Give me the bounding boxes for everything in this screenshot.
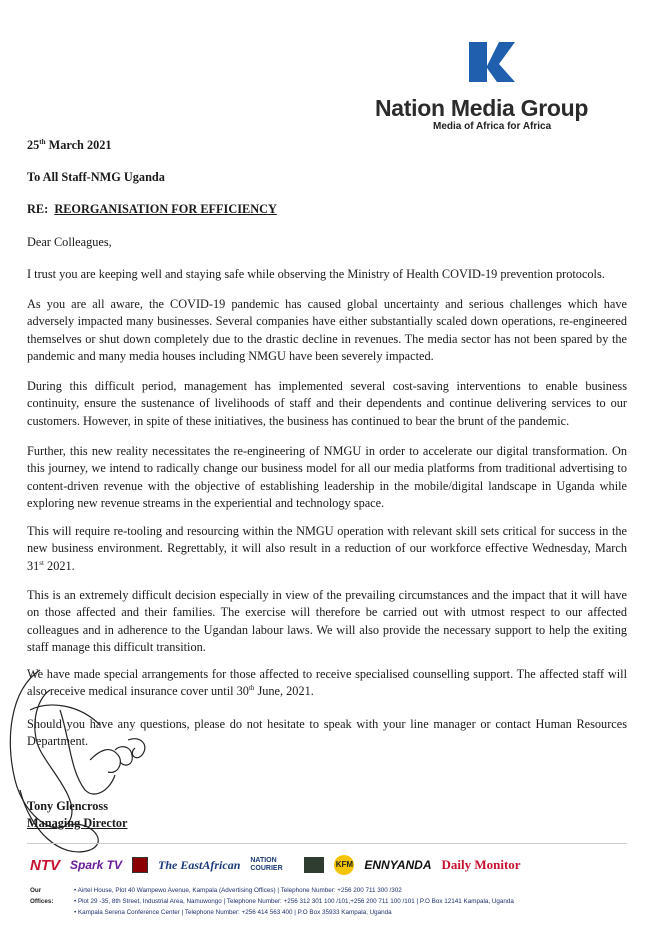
- signatory-name: Tony Glencross: [27, 799, 108, 813]
- ntv-logo: NTV: [30, 856, 60, 874]
- ennyanda-logo: ENNYANDA: [364, 858, 432, 872]
- office-line: • Kampala Serena Conference Center | Telephone Number: +256 414 563 400 | P.O Box 35933 Kampala, Uganda: [74, 909, 392, 916]
- paragraph-4: Further, this new reality necessitates the re-engineering of NMGU in order to accelerate our digital transformation. On this journey, we intend to radically change our business model for all our media platforms from traditional advertising to content-driven revenue with the objective of establishing leadership in the mobile/digital landscape in Uganda while exploring new revenue streams in the experiential and technology space.: [27, 444, 627, 511]
- paragraph-7: We have made special arrangements for those affected to receive specialised counselling support. The affected staff will also receive medical insurance cover until 30th June, 2021.: [27, 667, 627, 699]
- signatory-title: Managing Director: [27, 816, 128, 830]
- paragraph-1: I trust you are keeping well and staying safe while observing the Ministry of Health COVID-19 prevention protocols.: [27, 267, 605, 281]
- paragraph-3: During this difficult period, management has implemented several cost-saving interventions to enable business continuity, ensure the sustenance of livelihoods of staff and their dependents and continue delivering services to our customers. However, in spite of these initiatives, the business has continued to bear the brunt of the pandemic.: [27, 379, 627, 428]
- dembe-logo-icon: [304, 857, 324, 873]
- nation-courier-logo: NATION COURIER: [250, 857, 283, 872]
- paragraph-6: This is an extremely difficult decision especially in view of the prevailing circumstances and the impact that it will have on those affected and their families. The exercise will therefore be carried out with utmost respect to our affected colleagues and in adherence to the Ugandan labour laws. We will also provide the necessary support to help the exiting staff manage this difficult transition.: [27, 588, 627, 655]
- brand-logos-row: [30, 850, 620, 880]
- paragraph-8: Should you have any questions, please do not hesitate to speak with your line manager or contact Human Resources Department.: [27, 717, 627, 749]
- paragraph-5: This will require re-tooling and resourcing within the NMGU operation with relevant skill sets critical for success in the new business environment. Regrettably, it will also result in a reduction of our workforce effective Wednesday, March 31st 2021.: [27, 524, 627, 573]
- nmg-logo-icon: [465, 38, 519, 86]
- the-eastafrican-logo: The EastAfrican: [158, 857, 241, 872]
- media-box-icon: [132, 857, 148, 873]
- footer-divider: [27, 843, 627, 844]
- letter-subject: RE: REORGANISATION FOR EFFICIENCY: [27, 202, 277, 216]
- paragraph-2: As you are all aware, the COVID-19 pandemic has caused global uncertainty and serious challenges which have adversely impacted many businesses. Several companies have either substantially scaled down operations, re-engineered themselves or shut down completely due to the drastic decline in revenues. The media sector has not been spared by the pandemic and many media houses including NMGU have been severely impacted.: [27, 297, 627, 364]
- letter-recipient: To All Staff-NMG Uganda: [27, 170, 165, 184]
- office-line: • Plot 29 -35, 8th Street, Industrial Area, Namuwongo | Telephone Number: +256 312 301 100 /101,+256 200 711 100 /101 | P.O Box 12141 Kampala, Uganda: [74, 898, 514, 905]
- company-tagline: Media of Africa for Africa: [433, 121, 552, 132]
- daily-monitor-logo: Daily Monitor: [441, 857, 521, 872]
- handwritten-signature: [0, 650, 180, 880]
- office-line: • Airtel House, Plot 40 Wampewo Avenue, Kampala (Advertising Offices) | Telephone Number: +256 200 711 300 /302: [74, 887, 402, 894]
- spark-tv-logo: Spark TV: [70, 858, 123, 872]
- company-name: Nation Media Group: [375, 95, 589, 121]
- kfm-logo: KFM: [334, 855, 354, 875]
- offices-label: Our Offices:: [30, 887, 54, 905]
- letter-date: 25th March 2021: [27, 137, 112, 152]
- salutation: Dear Colleagues,: [27, 235, 112, 249]
